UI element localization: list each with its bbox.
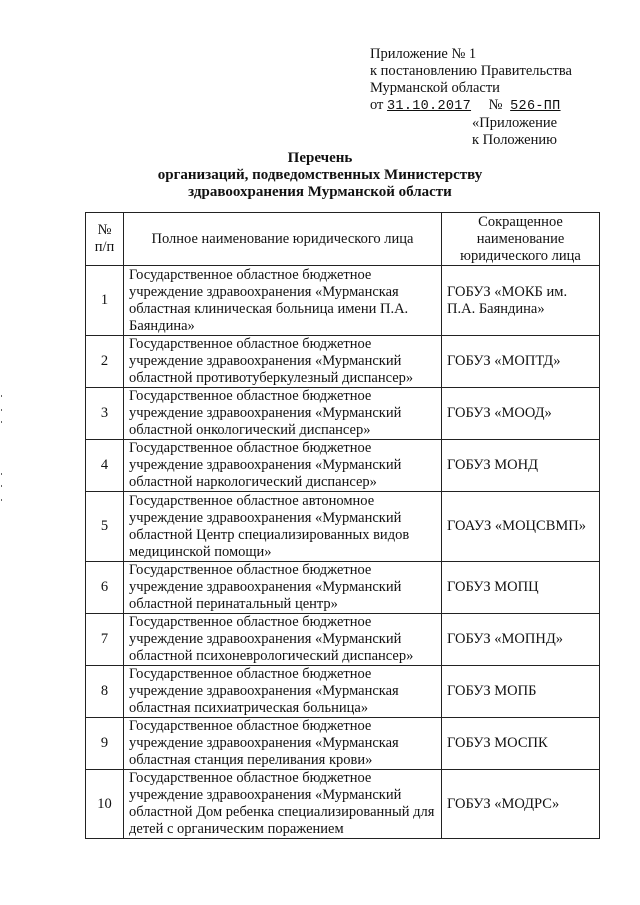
row-short-name: ГОБУЗ «МОКБ им. П.А. Баяндина» (442, 266, 600, 336)
row-full-name: Государственное областное бюджетное учреждение здравоохранения «Мурманская областная психиатрическая больница» (124, 666, 442, 718)
row-num: 2 (86, 336, 124, 388)
header-full-name: Полное наименование юридического лица (124, 213, 442, 266)
appendix-sub-line-2: к Положению (472, 132, 557, 148)
row-num: 1 (86, 266, 124, 336)
table-row (86, 614, 600, 666)
row-short-name: ГОБУЗ МОНД (442, 440, 600, 492)
appendix-line-1: Приложение № 1 (370, 46, 477, 62)
row-short-name: ГОБУЗ МОПЦ (442, 562, 600, 614)
row-num: 3 (86, 388, 124, 440)
row-short-name: ГОБУЗ «МООД» (442, 388, 600, 440)
row-full-name: Государственное областное бюджетное учреждение здравоохранения «Мурманский областной наркологический диспансер» (124, 440, 442, 492)
title-line-2: организаций, подведомственных Министерству (157, 167, 483, 183)
appendix-line-3: Мурманской области (370, 80, 500, 96)
date-prefix: от (370, 97, 384, 113)
row-full-name: Государственное областное бюджетное учреждение здравоохранения «Мурманская областная станция переливания крови» (124, 718, 442, 770)
table-row (86, 492, 600, 562)
row-short-name: ГОБУЗ МОСПК (442, 718, 600, 770)
table-row (86, 770, 600, 839)
row-short-name: ГОАУЗ «МОЦСВМП» (442, 492, 600, 562)
appendix-sub-line-1: «Приложение (472, 115, 558, 131)
row-num: 10 (86, 770, 124, 839)
table-row (86, 440, 600, 492)
row-num: 5 (86, 492, 124, 562)
appendix-header (370, 46, 572, 149)
row-num: 7 (86, 614, 124, 666)
row-num: 4 (86, 440, 124, 492)
header-num: № п/п (86, 213, 124, 266)
row-full-name: Государственное областное автономное учреждение здравоохранения «Мурманский областной Центр специализированных видов медицинской помощи» (124, 492, 442, 562)
header-short-name: Сокращенное наименование юридического лица (442, 213, 600, 266)
document-title (0, 150, 640, 201)
row-full-name: Государственное областное бюджетное учреждение здравоохранения «Мурманский областной психоневрологический диспансер» (124, 614, 442, 666)
row-num: 9 (86, 718, 124, 770)
row-short-name: ГОБУЗ «МОДРС» (442, 770, 600, 839)
title-line-1: Перечень (287, 150, 353, 166)
row-full-name: Государственное областное бюджетное учреждение здравоохранения «Мурманская областная клиническая больница имени П.А. Баяндина» (124, 266, 442, 336)
table-row (86, 336, 600, 388)
row-num: 6 (86, 562, 124, 614)
row-full-name: Государственное областное бюджетное учреждение здравоохранения «Мурманский областной противотуберкулезный диспансер» (124, 336, 442, 388)
row-short-name: ГОБУЗ «МОПНД» (442, 614, 600, 666)
row-short-name: ГОБУЗ МОПБ (442, 666, 600, 718)
scan-margin-marks (0, 395, 6, 525)
table-row (86, 388, 600, 440)
appendix-date-line (370, 97, 572, 115)
table-row (86, 266, 600, 336)
resolution-date: 31.10.2017 (387, 99, 472, 114)
table-row (86, 666, 600, 718)
title-line-3: здравоохранения Мурманской области (188, 184, 452, 200)
table-header-row (86, 213, 600, 266)
organizations-table (85, 212, 600, 839)
row-full-name: Государственное областное бюджетное учреждение здравоохранения «Мурманский областной перинатальный центр» (124, 562, 442, 614)
resolution-number: 526-ПП (510, 99, 561, 114)
table-row (86, 562, 600, 614)
table-row (86, 718, 600, 770)
appendix-line-2: к постановлению Правительства (370, 63, 572, 79)
number-prefix: № (488, 97, 503, 113)
row-short-name: ГОБУЗ «МОПТД» (442, 336, 600, 388)
row-num: 8 (86, 666, 124, 718)
row-full-name: Государственное областное бюджетное учреждение здравоохранения «Мурманский областной Дом ребенка специализированный для детей с органическим поражением (124, 770, 442, 839)
row-full-name: Государственное областное бюджетное учреждение здравоохранения «Мурманский областной онкологический диспансер» (124, 388, 442, 440)
